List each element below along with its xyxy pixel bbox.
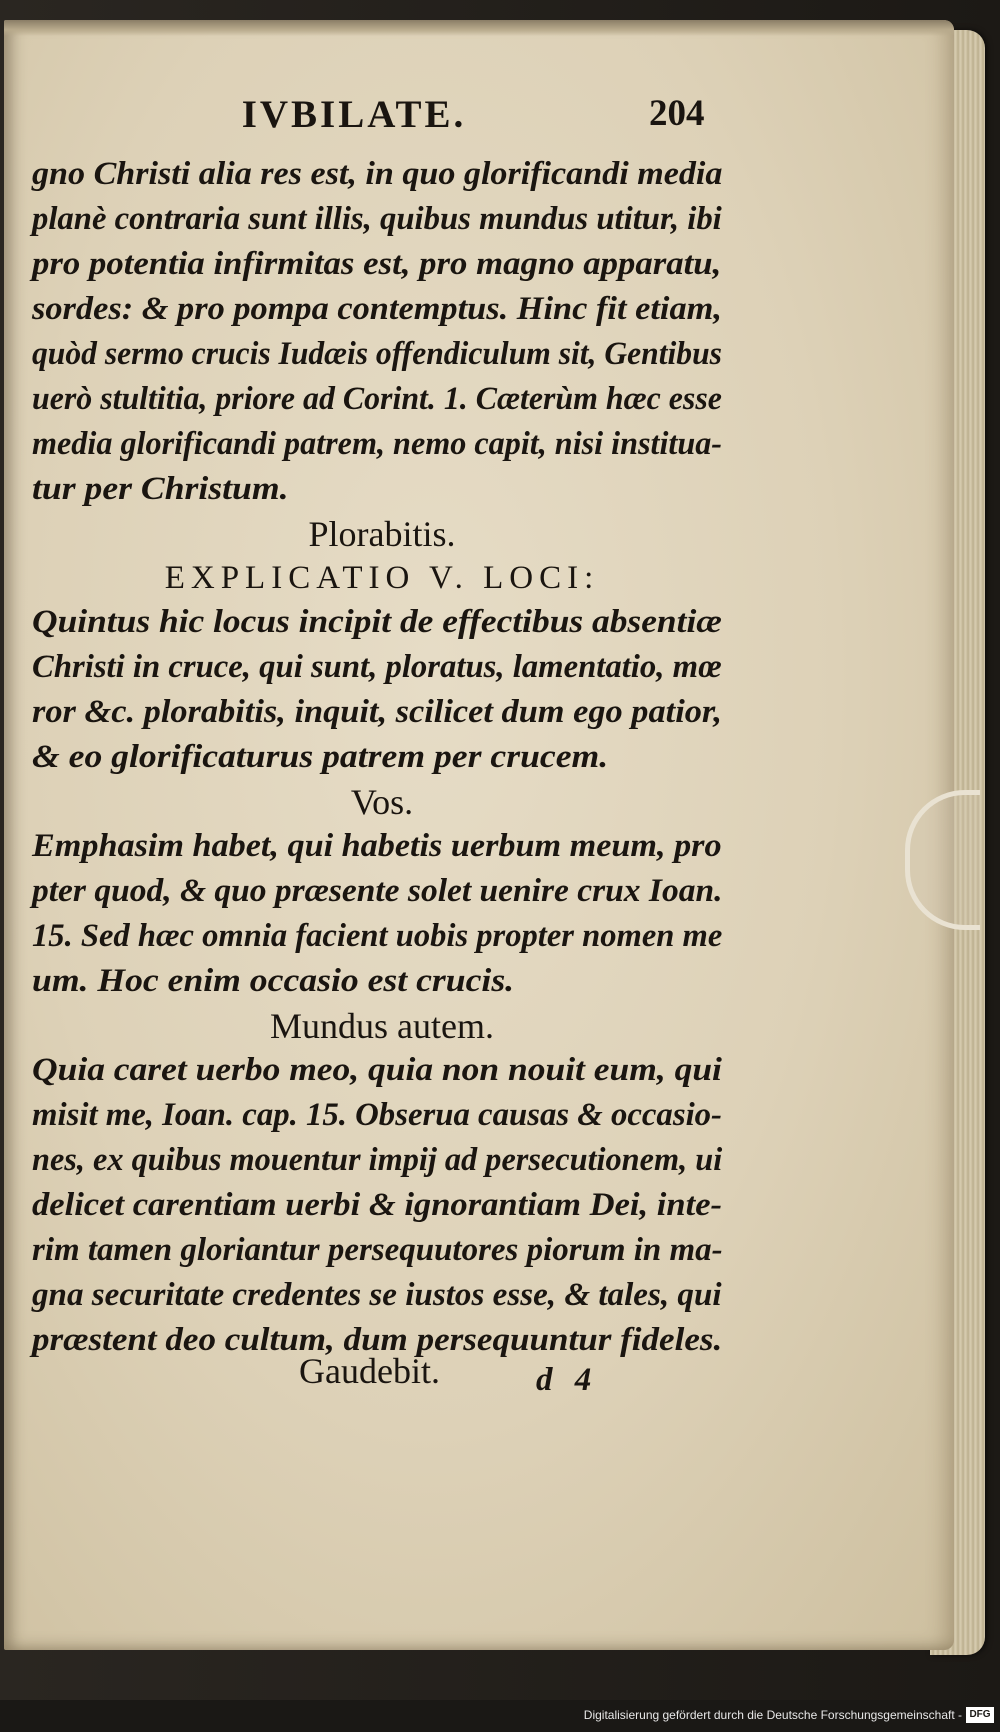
catchword: Gaudebit.: [299, 1351, 440, 1391]
footer-bar: [0, 1700, 1000, 1732]
text-line: gna securitate credentes se iustos esse, & tales, qui: [32, 1277, 722, 1313]
text-line: delicet carentiam uerbi & ignorantiam Dei, inte-: [32, 1187, 723, 1223]
section-heading: Plorabitis.: [308, 514, 456, 554]
footer-credit: Digitalisierung gefördert durch die Deutsche Forschungsgemeinschaft -: [583, 1708, 962, 1722]
text-line: tur per Christum.: [32, 471, 289, 507]
catchword-row: [4, 1350, 954, 1394]
running-head: [4, 92, 954, 142]
text-line: um. Hoc enim occasio est crucis.: [32, 963, 515, 999]
book-page: [4, 20, 954, 1650]
section-heading: Vos.: [350, 782, 414, 822]
text-line: sordes: & pro pompa contemptus. Hinc fit etiam,: [32, 291, 722, 327]
text-block: [32, 152, 732, 1363]
section-heading: EXPLICATIO V. LOCI:: [164, 560, 600, 596]
text-line: ror &c. plorabitis, inquit, scilicet dum ego patior,: [32, 694, 722, 730]
text-line: quòd sermo crucis Iudæis offendiculum sit, Gentibus: [32, 336, 722, 372]
text-line: rim tamen gloriantur persequutores piorum in ma-: [32, 1232, 723, 1268]
text-line: Quia caret uerbo meo, quia non nouit eum, qui: [32, 1052, 722, 1088]
text-line: & eo glorificaturus patrem per crucem.: [32, 739, 609, 775]
signature-mark: d 4: [536, 1362, 592, 1398]
folio-number: 204: [649, 93, 705, 134]
section-heading: Mundus autem.: [270, 1006, 494, 1046]
text-line: præstent deo cultum, dum persequuntur fideles.: [32, 1322, 723, 1358]
text-line: gno Christi alia res est, in quo glorificandi media: [32, 156, 723, 192]
text-line: misit me, Ioan. cap. 15. Obserua causas & occasio-: [32, 1097, 722, 1133]
running-title: IVBILATE.: [241, 93, 467, 136]
dfg-logo: DFG: [966, 1707, 994, 1723]
text-line: Emphasim habet, qui habetis uerbum meum, pro: [32, 828, 722, 864]
page-top-edge: [4, 20, 954, 36]
text-line: nes, ex quibus mouentur impij ad persecutionem, ui: [32, 1142, 723, 1178]
text-line: Christi in cruce, qui sunt, ploratus, lamentatio, mœ: [32, 649, 722, 685]
text-line: media glorificandi patrem, nemo capit, nisi institua-: [32, 426, 723, 462]
text-line: uerò stultitia, priore ad Corint. 1. Cæterùm hæc esse: [32, 381, 722, 417]
text-line: planè contraria sunt illis, quibus mundus utitur, ibi: [32, 201, 722, 237]
text-line: pro potentia infirmitas est, pro magno apparatu,: [32, 246, 722, 282]
text-line: pter quod, & quo præsente solet uenire crux Ioan.: [32, 873, 723, 909]
text-line: Quintus hic locus incipit de effectibus absentiæ: [32, 604, 722, 640]
text-line: 15. Sed hæc omnia facient uobis propter nomen me: [32, 918, 723, 954]
